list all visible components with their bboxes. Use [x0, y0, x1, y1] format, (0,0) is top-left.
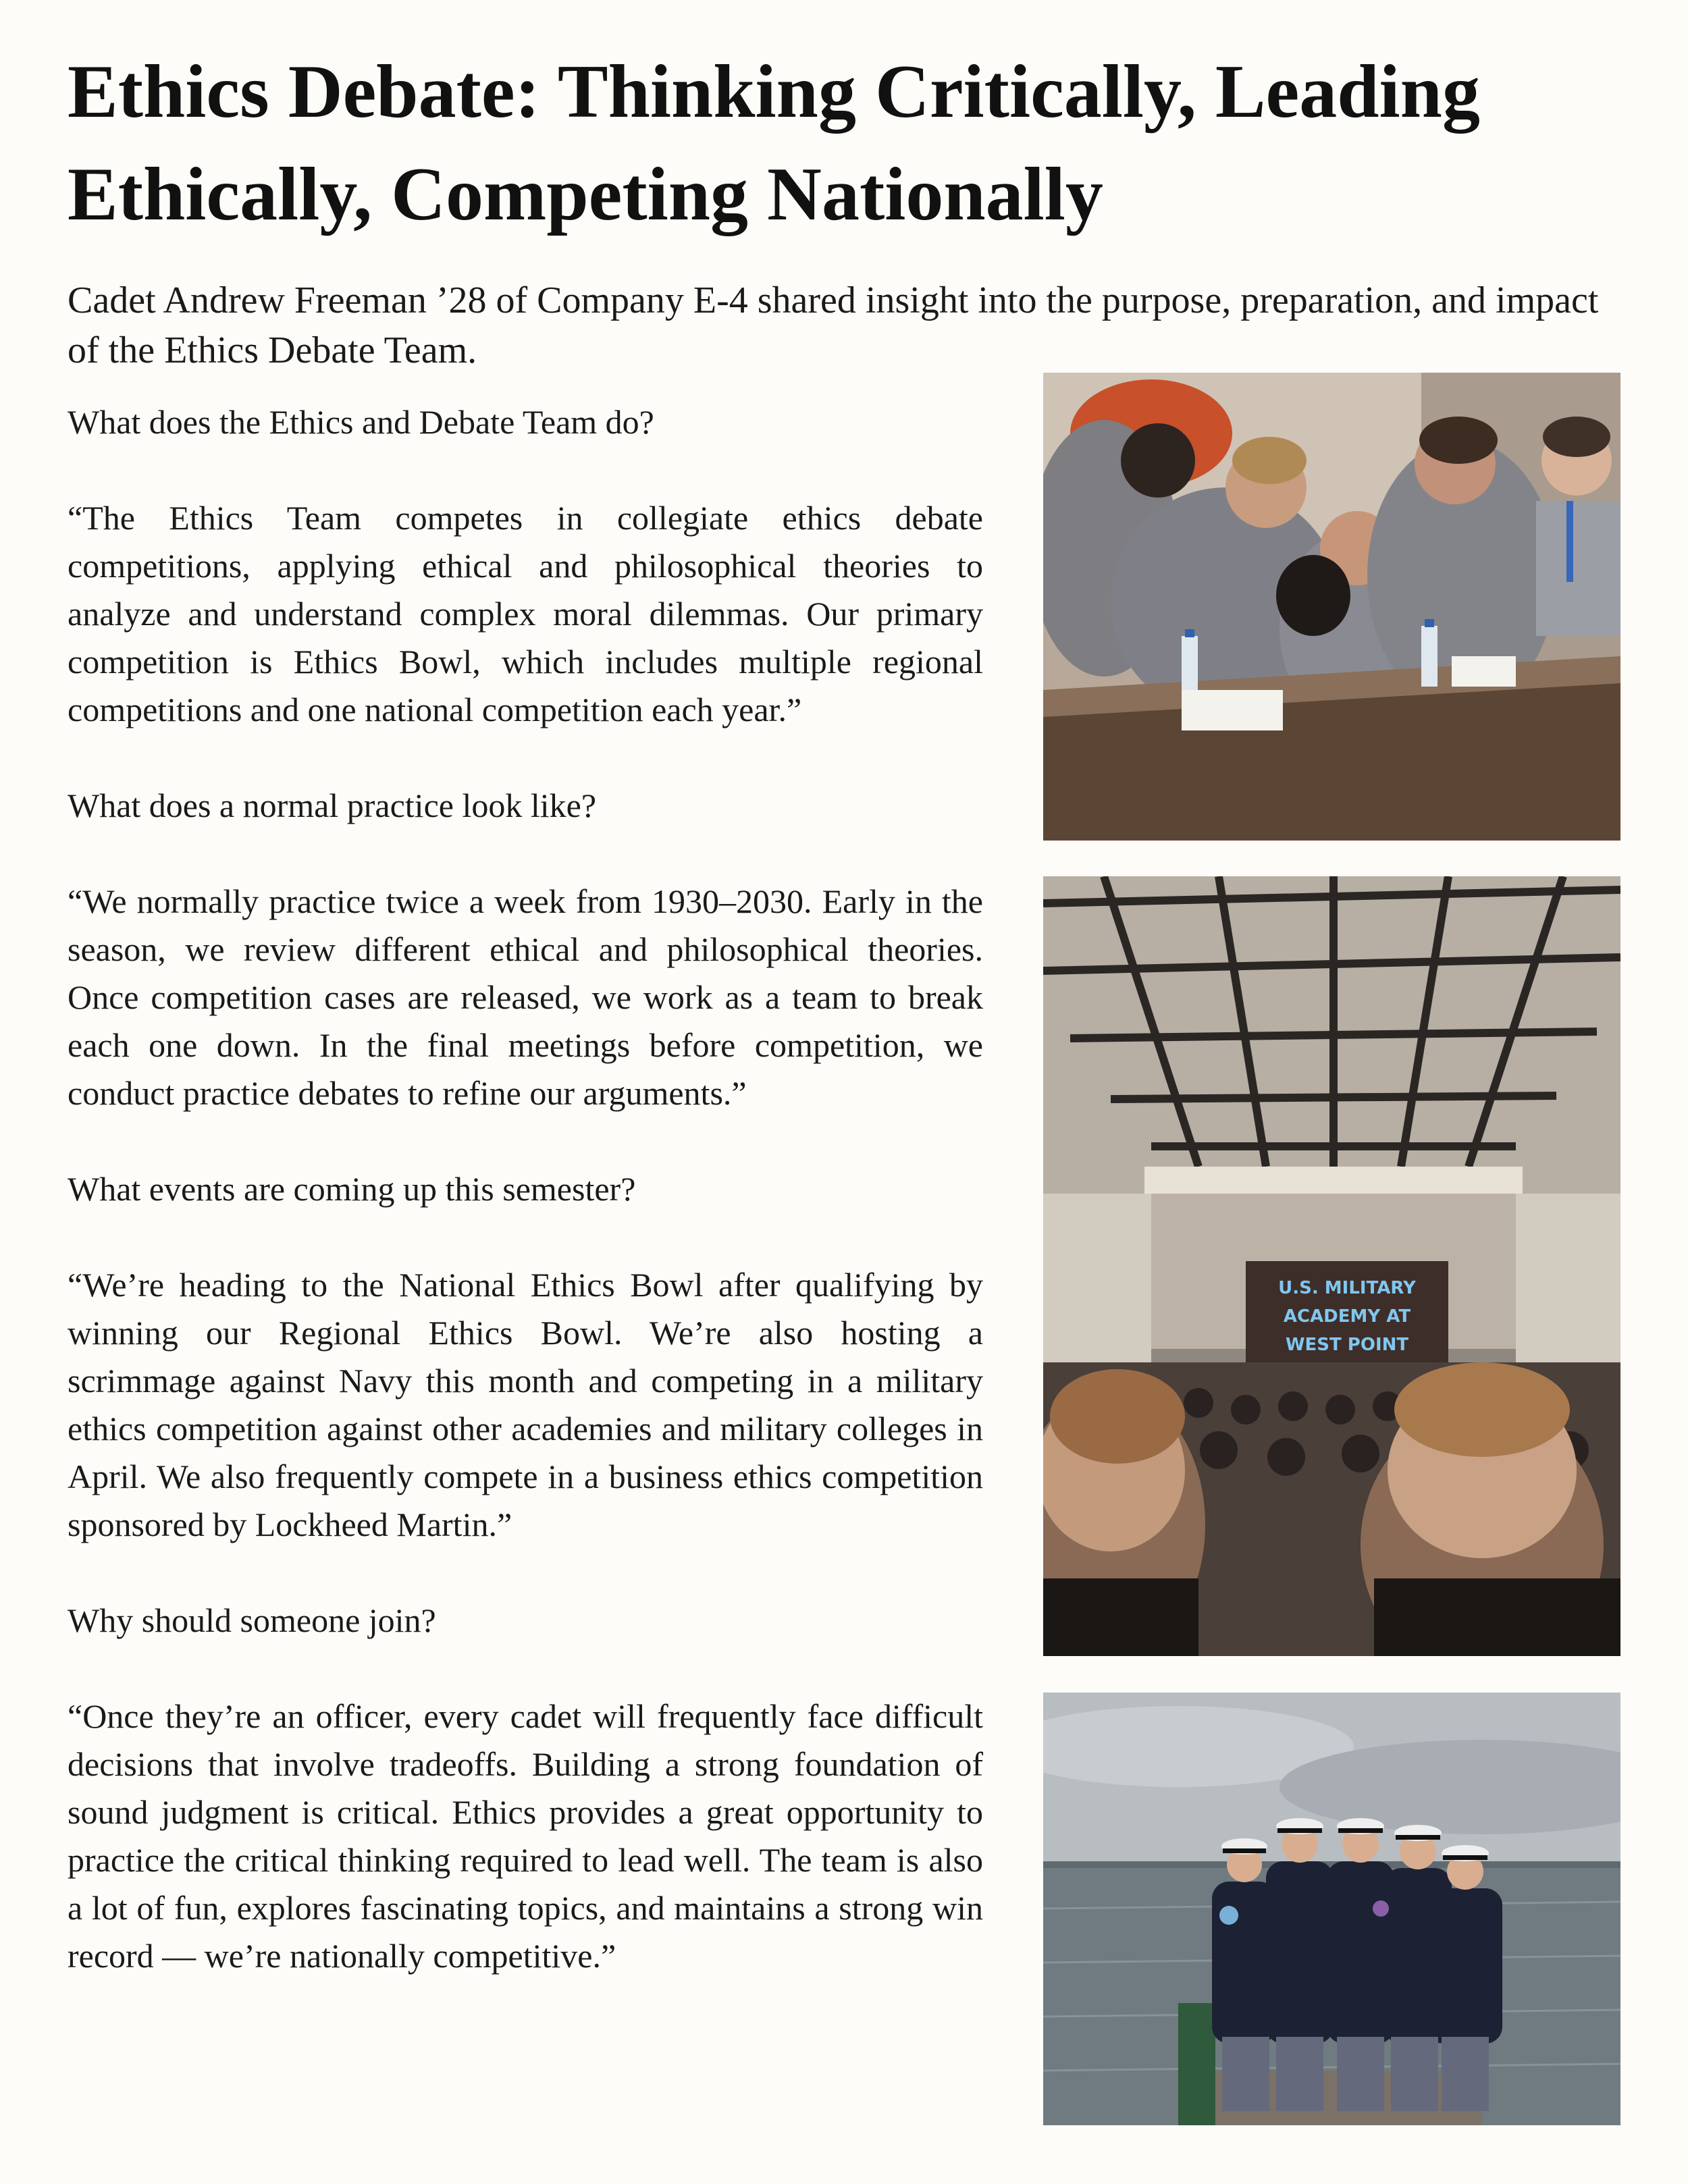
- conference-hall-photo: [1043, 876, 1620, 1656]
- conference-hall-image: [1043, 876, 1620, 1656]
- answer-2: “We normally practice twice a week from 1930–2030. Early in the season, we review different ethical and philosophical theories. Once competition cases are released, we work as a team to break each one down. In the final meetings before competition, we conduct practice debates to refine our arguments.”: [68, 882, 983, 1112]
- team-huddle-photo: [1043, 373, 1620, 841]
- screen-text-line-2: ACADEMY AT: [1283, 1306, 1411, 1327]
- question-4: Why should someone join?: [68, 1601, 436, 1639]
- waterfront-group-image: [1043, 1693, 1620, 2125]
- answer-3: “We’re heading to the National Ethics Bowl after qualifying by winning our Regional Ethics Bowl. We’re also hosting a scrimmage against Navy this month and competing in a military ethics competition against other academies and military colleges in April. We also frequently compete in a business ethics competition sponsored by Lockheed Martin.”: [68, 1266, 983, 1543]
- waterfront-group-photo: [1043, 1693, 1620, 2125]
- question-1: What does the Ethics and Debate Team do?: [68, 403, 654, 441]
- answer-4: “Once they’re an officer, every cadet will frequently face difficult decisions that involve tradeoffs. Building a strong foundation of sound judgment is critical. Ethics provides a great opportunity to practice the critical thinking required to lead well. The team is also a lot of fun, explores fascinating topics, and maintains a strong win record — we’re nationally competitive.”: [68, 1697, 983, 1975]
- question-3: What events are coming up this semester?: [68, 1170, 636, 1208]
- question-2: What does a normal practice look like?: [68, 787, 597, 824]
- article-subtitle: Cadet Andrew Freeman ’28 of Company E-4 shared insight into the purpose, preparation, and impact of the Ethics Debate Team.: [68, 279, 1599, 371]
- team-huddle-image: [1043, 373, 1620, 841]
- qa-section: [68, 398, 983, 2028]
- article-title: Ethics Debate: Thinking Critically, Leading Ethically, Competing Nationally: [68, 50, 1480, 236]
- screen-text-line-1: U.S. MILITARY: [1278, 1278, 1416, 1298]
- answer-1: “The Ethics Team competes in collegiate ethics debate competitions, applying ethical and philosophical theories to analyze and understand complex moral dilemmas. Our primary competition is Ethics Bowl, which includes multiple regional competitions and one national competition each year.”: [68, 499, 983, 728]
- screen-text-line-3: WEST POINT: [1285, 1335, 1409, 1355]
